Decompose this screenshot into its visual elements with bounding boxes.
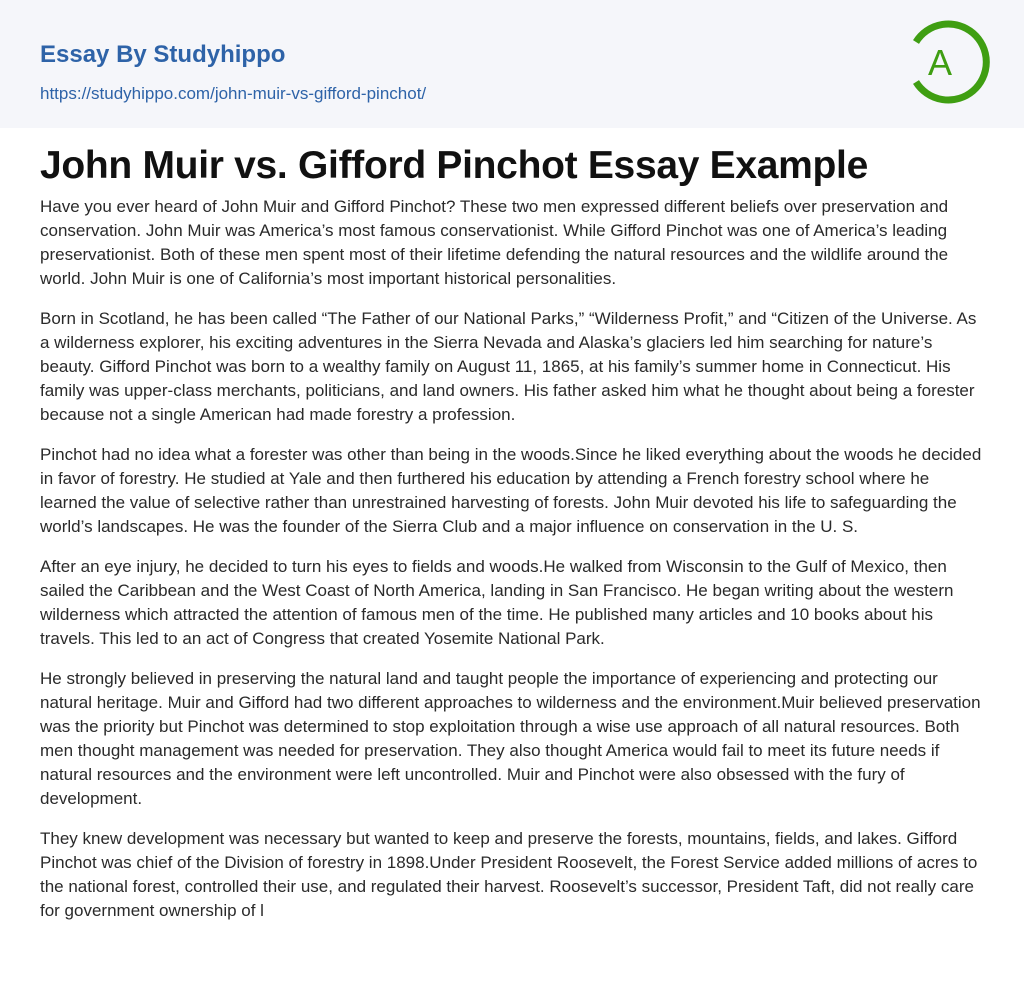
essay-paragraph: After an eye injury, he decided to turn his eyes to fields and woods.He walked from Wisconsin to the Gulf of Mexico, then sailed the Caribbean and the West Coast of North America, landing in San Francisco. He began writing about the western wilderness which attracted the attention of famous men of the time. He published many articles and 10 books about his travels. This led to an act of Congress that created Yosemite National Park. [40,557,954,648]
essay-paragraph: He strongly believed in preserving the natural land and taught people the importance of experiencing and protecting our natural heritage. Muir and Gifford had two different approaches to wilderness and the environment.Muir believed preservation was the priority but Pinchot was determined to stop exploitation through a wise use approach of all natural resources. Both men thought management was needed for preservation. They also thought America would fail to meet its future needs if natural resources and the environment were left uncontrolled. Muir and Pinchot were also obsessed with the fury of development. [40,669,981,808]
page-title: John Muir vs. Gifford Pinchot Essay Example [40,144,868,187]
site-header [0,0,1024,128]
essay-paragraph: Born in Scotland, he has been called “The Father of our National Parks,” “Wilderness Profit,” and “Citizen of the Universe. As a wilderness explorer, his exciting adventures in the Sierra Nevada and Alaska’s glaciers led him searching for nature’s beauty. Gifford Pinchot was born to a wealthy family on August 11, 1865, at his family’s summer home in Connecticut. His family was upper-class merchants, politicians, and land owners. His father asked him what he thought about being a forester because not a single American had made forestry a profession. [40,309,977,424]
essay-paragraph: Pinchot had no idea what a forester was other than being in the woods.Since he liked everything about the woods he decided in favor of forestry. He studied at Yale and then furthered his education by attending a French forestry school where he learned the value of selective rather than unrestrained harvesting of forests. John Muir devoted his life to safeguarding the world’s landscapes. He was the founder of the Sierra Club and a major influence on conservation in the U. S. [40,445,982,536]
svg-text:A: A [927,42,953,83]
essay-paragraph: They knew development was necessary but wanted to keep and preserve the forests, mountains, fields, and lakes. Gifford Pinchot was chief of the Division of forestry in 1898.Under President Roosevelt, the Forest Service added millions of acres to the national forest, controlled their use, and regulated their harvest. Roosevelt’s successor, President Taft, did not really care for government ownership of l [40,829,978,920]
essay-body [40,195,990,939]
source-url-link[interactable]: https://studyhippo.com/john-muir-vs-gifford-pinchot/ [40,84,427,103]
brand-title: Essay By Studyhippo [40,41,286,68]
essay-paragraph: Have you ever heard of John Muir and Gifford Pinchot? These two men expressed different beliefs over preservation and conservation. John Muir was America’s most famous conservationist. While Gifford Pinchot was one of America’s leading preservationist. Both of these men spent most of their lifetime defending the natural resources and the wildlife around the world. John Muir is one of California’s most important historical personalities. [40,197,949,288]
studyhippo-logo-icon[interactable] [902,18,990,106]
